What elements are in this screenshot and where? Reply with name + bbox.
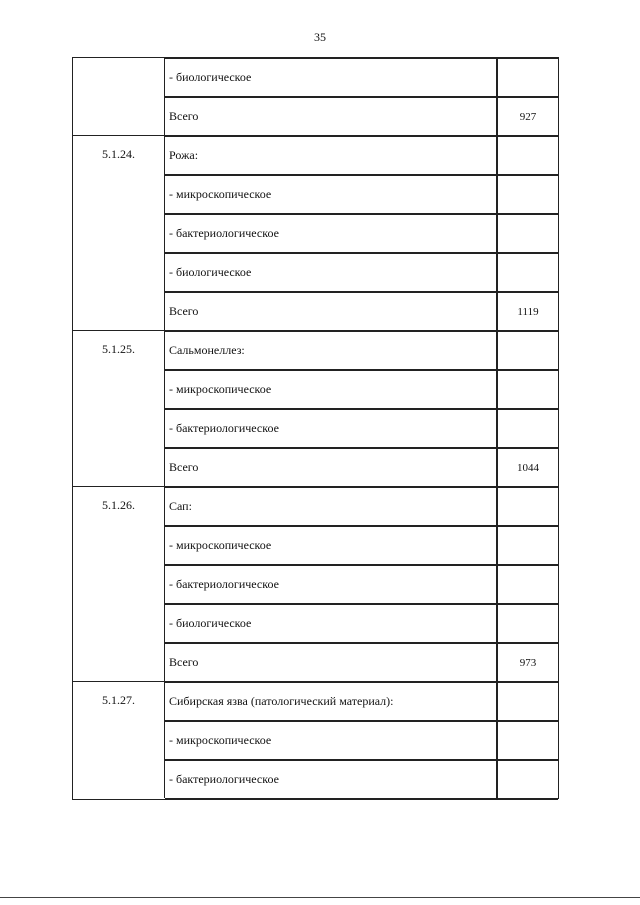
row-value: [498, 604, 559, 643]
document-table: [72, 57, 558, 800]
row-label: Рожа:: [165, 136, 498, 175]
row-label: Всего: [165, 643, 498, 682]
row-label: - биологическое: [165, 253, 498, 292]
row-label: - бактериологическое: [165, 565, 498, 604]
table-group: [73, 330, 559, 486]
row-label: - микроскопическое: [165, 175, 498, 214]
table-row: [165, 409, 559, 448]
table-row: [165, 526, 559, 565]
row-value: [498, 487, 559, 526]
section-code: [73, 58, 165, 135]
row-value: [498, 253, 559, 292]
table-row: [165, 487, 559, 526]
row-label: - биологическое: [165, 58, 498, 97]
row-value: [498, 58, 559, 97]
table-group: [73, 57, 559, 135]
row-value: [498, 565, 559, 604]
row-label: Сальмонеллез:: [165, 331, 498, 370]
table-row: [165, 721, 559, 760]
table-group: [73, 681, 559, 798]
table-row: [165, 175, 559, 214]
bottom-rule: [0, 897, 640, 898]
row-value: 973: [498, 643, 559, 682]
row-label: - микроскопическое: [165, 721, 498, 760]
row-value: [498, 214, 559, 253]
row-value: [498, 721, 559, 760]
row-label: - бактериологическое: [165, 214, 498, 253]
table-row: [165, 682, 559, 721]
table-group: [73, 135, 559, 330]
table-row: [165, 565, 559, 604]
row-value: [498, 370, 559, 409]
row-label: - бактериологическое: [165, 760, 498, 799]
row-value: [498, 175, 559, 214]
table-row: [165, 97, 559, 136]
row-value: [498, 409, 559, 448]
section-code: 5.1.24.: [73, 136, 165, 330]
table-row: [165, 136, 559, 175]
row-label: - микроскопическое: [165, 526, 498, 565]
row-value: [498, 331, 559, 370]
table-row: [165, 760, 559, 799]
table-row: [165, 331, 559, 370]
row-label: Всего: [165, 97, 498, 136]
table-row: [165, 58, 559, 97]
row-value: [498, 682, 559, 721]
row-label: - биологическое: [165, 604, 498, 643]
row-label: - микроскопическое: [165, 370, 498, 409]
table-group: [73, 486, 559, 681]
row-label: Сибирская язва (патологический материал):: [165, 682, 498, 721]
row-value: 927: [498, 97, 559, 136]
row-value: 1044: [498, 448, 559, 487]
section-code: 5.1.27.: [73, 682, 165, 798]
section-code: 5.1.26.: [73, 487, 165, 681]
table-row: [165, 643, 559, 682]
section-code: 5.1.25.: [73, 331, 165, 486]
row-value: [498, 760, 559, 799]
table-row: [165, 370, 559, 409]
row-value: [498, 526, 559, 565]
row-label: Сап:: [165, 487, 498, 526]
table-row: [165, 604, 559, 643]
row-label: - бактериологическое: [165, 409, 498, 448]
page-number: 35: [314, 30, 326, 44]
row-label: Всего: [165, 448, 498, 487]
table-row: [165, 292, 559, 331]
table-row: [165, 253, 559, 292]
row-label: Всего: [165, 292, 498, 331]
row-value: [498, 136, 559, 175]
row-value: 1119: [498, 292, 559, 331]
table-row: [165, 214, 559, 253]
table-row: [165, 448, 559, 487]
